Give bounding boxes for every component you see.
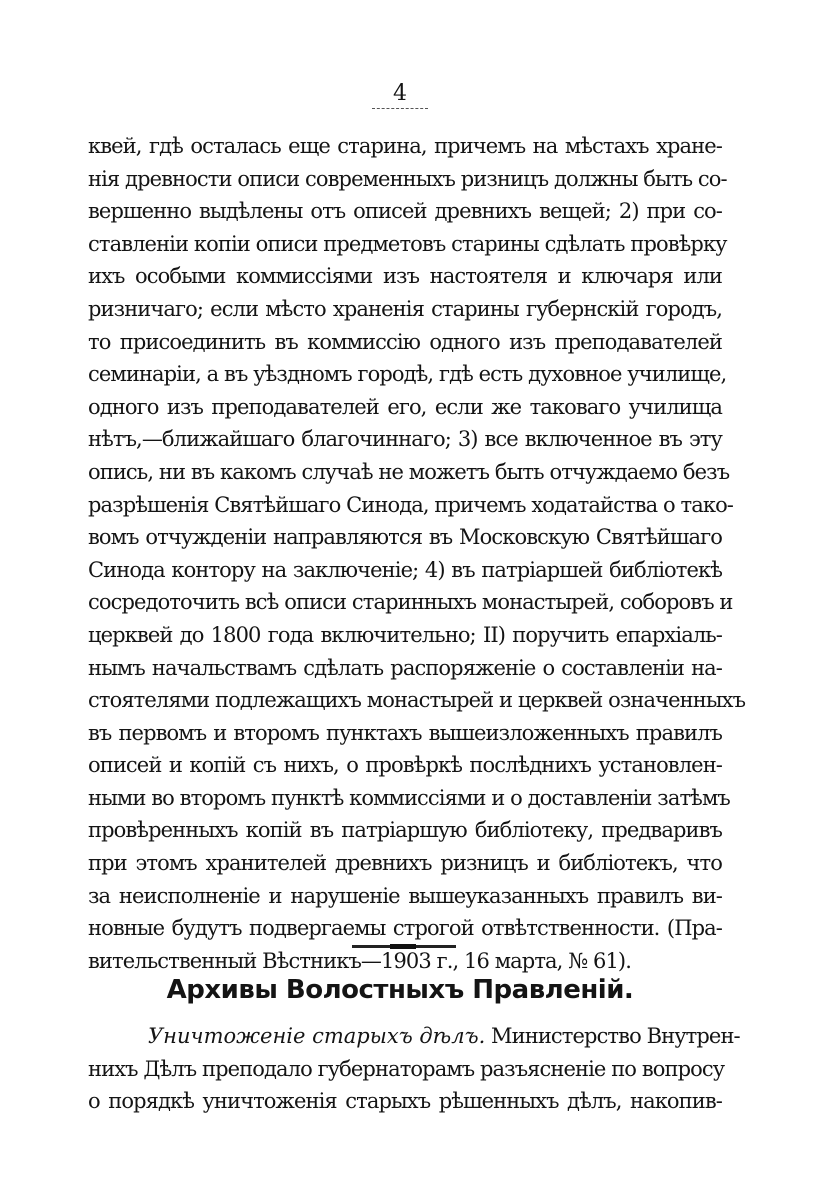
- text-line: новные будутъ подвергаемы строгой отвѣтственности. (Пра-: [88, 916, 722, 941]
- text-line: ставленіи копіи описи предметовъ старины сдѣлать провѣрку: [88, 231, 727, 256]
- text-line: семинаріи, а въ уѣздномъ городѣ, гдѣ есть духовное училище,: [88, 362, 727, 387]
- section-divider-center: [390, 944, 416, 949]
- text-line: о порядкѣ уничтоженія старыхъ рѣшенныхъ дѣлъ, накопив-: [88, 1089, 722, 1114]
- text-line: провѣренныхъ копій въ патріаршую библіотеку, предваривъ: [88, 818, 722, 843]
- text-line: квей, гдѣ осталась еще старина, причемъ на мѣстахъ хране-: [88, 134, 722, 158]
- text-line: одного изъ преподавателей его, если же таковаго училища: [88, 394, 722, 419]
- text-line: [88, 1020, 740, 1053]
- text-line: ихъ особыми коммиссіями изъ настоятеля и ключаря или: [88, 264, 722, 289]
- text-line: Синода контору на заключеніе; 4) въ патріаршей библіотекѣ: [88, 557, 722, 582]
- text-line: стоятелями подлежащихъ монастырей и церквей означенныхъ: [88, 688, 746, 713]
- text-line: ризничаго; если мѣсто храненія старины губернскій городъ,: [88, 296, 722, 321]
- text-line: вершенно выдѣлены отъ описей древнихъ вещей; 2) при со-: [88, 199, 722, 224]
- text-line: опись, ни въ какомъ случаѣ не можетъ быть отчуждаемо безъ: [88, 459, 730, 484]
- text-line: при этомъ хранителей древнихъ ризницъ и библіотекъ, что: [88, 851, 722, 876]
- text-line: за неисполненіе и нарушеніе вышеуказанныхъ правилъ ви-: [88, 883, 722, 908]
- text-line: въ первомъ и второмъ пунктахъ вышеизложенныхъ правилъ: [88, 720, 722, 745]
- text-line: вительственный Вѣстникъ—1903 г., 16 марта, № 61).: [88, 948, 631, 973]
- page-number-rule: [372, 108, 428, 109]
- text-line: нихъ Дѣлъ преподало губернаторамъ разъясненіе по вопросу: [88, 1056, 725, 1081]
- text-line: нѣтъ,—ближайшаго благочиннаго; 3) все включенное въ эту: [88, 427, 722, 452]
- italic-lead: Уничтоженіе старыхъ дѣлъ.: [148, 1024, 486, 1048]
- paragraph-1: [88, 130, 746, 977]
- text-line: нымъ начальствамъ сдѣлать распоряженіе о составленіи на-: [88, 655, 722, 680]
- text-line: вомъ отчужденіи направляются въ Московскую Святѣйшаго: [88, 525, 722, 550]
- text-line: то присоединить въ коммиссію одного изъ преподавателей: [88, 329, 722, 354]
- text-line: сосредоточить всѣ описи старинныхъ монастырей, соборовъ и: [88, 590, 733, 615]
- text-line: нія древности описи современныхъ ризницъ должны быть со-: [88, 166, 727, 191]
- page-number: 4: [393, 81, 407, 106]
- text-line: описей и копій съ нихъ, о провѣркѣ послѣднихъ установлен-: [88, 753, 722, 778]
- text-run: Министерство Внутрен-: [485, 1024, 740, 1048]
- text-line: ными во второмъ пунктѣ коммиссіями и о доставленіи затѣмъ: [88, 785, 730, 810]
- paragraph-2: [88, 1020, 740, 1118]
- section-divider: [352, 945, 456, 948]
- text-line: церквей до 1800 года включительно; II) поручить епархіаль-: [88, 622, 722, 647]
- text-line: разрѣшенія Святѣйшаго Синода, причемъ ходатайства о тако-: [88, 492, 734, 517]
- section-heading: Архивы Волостныхъ Правленій.: [166, 975, 634, 1005]
